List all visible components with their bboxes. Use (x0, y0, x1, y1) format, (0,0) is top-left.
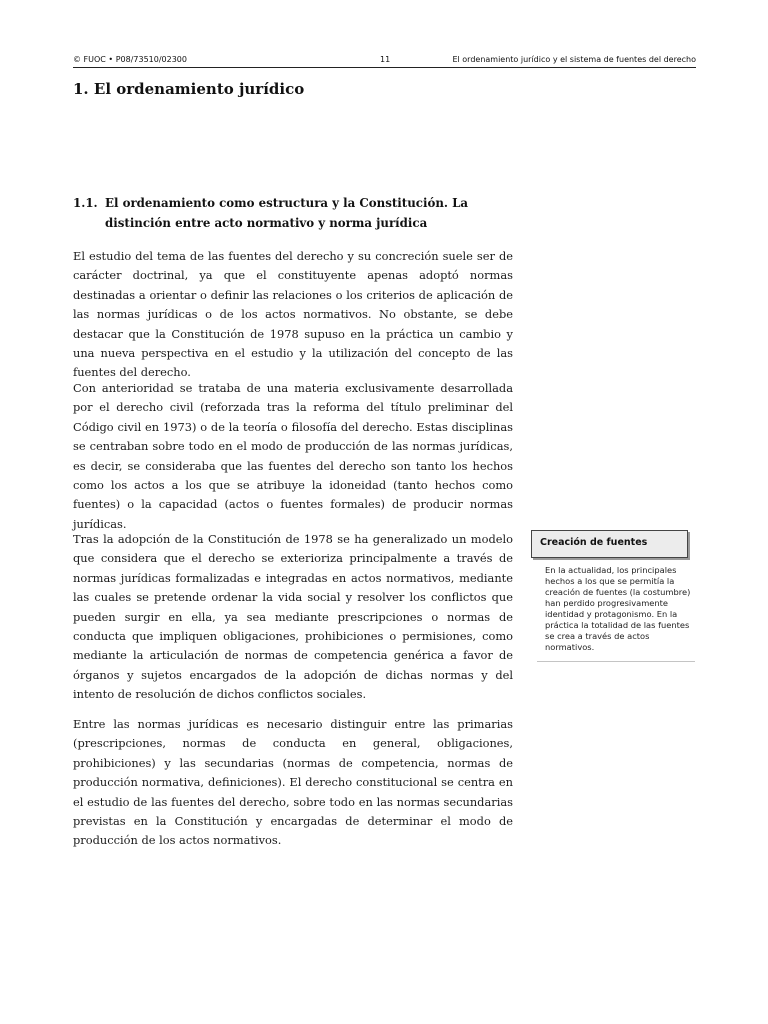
sidebar-note: En la actualidad, los principales hechos a los que se permitía la creación de fuentes (la costumbre) han perdido progresivamente identidad y protagonismo. En la práctica la totalidad de las fuentes se crea a través de actos normativos. (545, 565, 691, 652)
sidebar-divider (537, 661, 695, 662)
body-paragraph: Con anterioridad se trataba de una materia exclusivamente desarrollada por el derecho civil (reforzada tras la reforma del título preliminar del Código civil en 1973) o de la teoría o filosofía del derecho. Estas disciplinas se centraban sobre todo en el modo de producción de las normas jurídicas, es decir, se consideraba que las fuentes del derecho son tanto los hechos como los actos a los que se atribuye la idoneidad (tanto hechos como fuentes) o la capacidad (actos o fuentes formales) de producir normas jurídicas. (73, 381, 513, 531)
section-heading (73, 193, 518, 233)
section-title: El ordenamiento como estructura y la Constitución. La distinción entre acto normativo y norma jurídica (105, 196, 469, 230)
section-number: 1.1. (73, 196, 98, 210)
header-page-number: 11 (380, 55, 391, 64)
header-copyright: © FUOC • P08/73510/02300 (73, 55, 187, 64)
header-divider (73, 67, 696, 68)
body-paragraph: Tras la adopción de la Constitución de 1978 se ha generalizado un modelo que considera que el derecho se exterioriza principalmente a través de normas jurídicas formalizadas e integradas en actos normativos, mediante las cuales se pretende ordenar la vida social y resolver los conflictos que pueden surgir en ella, ya sea mediante prescripciones o normas de conducta que impliquen obligaciones, prohibiciones o permisiones, como mediante la articulación de normas de competencia genérica a favor de órganos y sujetos encargados de la adopción de dichas normas y del intento de resolución de dichos conflictos sociales. (73, 532, 513, 702)
chapter-title: 1. El ordenamiento jurídico (73, 80, 305, 98)
header-document-title: El ordenamiento jurídico y el sistema de fuentes del derecho (452, 55, 696, 64)
body-paragraph: Entre las normas jurídicas es necesario distinguir entre las primarias (prescripciones, normas de conducta en general, obligaciones, prohibiciones) y las secundarias (normas de competencia, normas de producción normativa, definiciones). El derecho constitucional se centra en el estudio de las fuentes del derecho, sobre todo en las normas secundarias previstas en la Constitución y encargadas de determinar el modo de producción de los actos normativos. (73, 717, 513, 848)
body-paragraph: El estudio del tema de las fuentes del derecho y su concreción suele ser de carácter doctrinal, ya que el constituyente apenas adoptó normas destinadas a orientar o definir las relaciones o los criterios de aplicación de las normas jurídicas o de los actos normativos. No obstante, se debe destacar que la Constitución de 1978 supuso en la práctica un cambio y una nueva perspectiva en el estudio y la utilización del concepto de las fuentes del derecho. (73, 249, 513, 380)
sidebar-title: Creación de fuentes (540, 537, 648, 548)
sidebar-title-box (531, 530, 688, 558)
